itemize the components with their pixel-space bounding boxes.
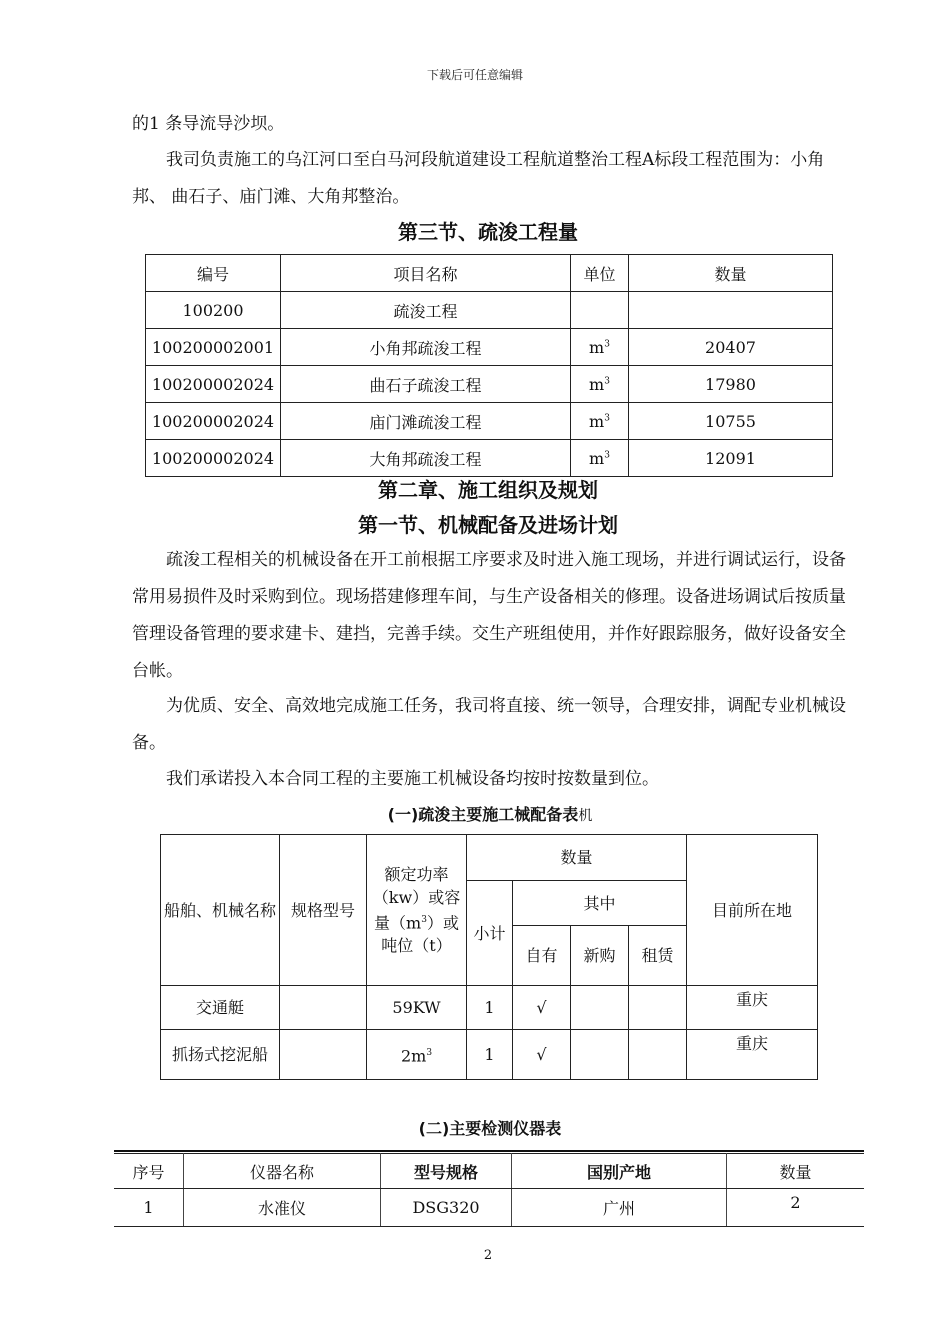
col-header-rent: 租赁	[629, 926, 687, 986]
section-3-title: 第三节、疏浚工程量	[398, 220, 578, 244]
cell-machine-name: 抓扬式挖泥船	[161, 1030, 280, 1080]
cell-count: 2	[727, 1189, 865, 1227]
col-header-quantity: 数量	[467, 835, 687, 881]
cell-power: $2m^3$	[367, 1030, 467, 1080]
chapter-2-title: 第二章、施工组织及规划	[378, 478, 598, 502]
col-header-own: 自有	[513, 926, 571, 986]
cell-power: 59KW	[367, 986, 467, 1030]
cell-code: 100200002001	[146, 329, 281, 366]
cell-unit: $m^3$	[571, 329, 629, 366]
col-header-spec: 规格型号	[280, 835, 367, 986]
paragraph-commitment: 为优质、安全、高效地完成施工任务，我司将直接、统一领导，合理安排，调配专业机械设备。	[132, 696, 846, 753]
col-header-origin: 国别产地	[512, 1154, 727, 1189]
cell-machine-name: 交通艇	[161, 986, 280, 1030]
cell-new	[571, 1030, 629, 1080]
col-header-new: 新购	[571, 926, 629, 986]
cell-code: 100200002024	[146, 440, 281, 477]
cell-origin: 广州	[512, 1189, 727, 1227]
cell-qty: 20407	[629, 329, 833, 366]
table-header-row	[146, 255, 833, 292]
table-3-title: (二)主要检测仪器表	[418, 1119, 562, 1138]
table-header-row	[114, 1154, 864, 1189]
cell-code: 100200002024	[146, 366, 281, 403]
cell-unit: $m^3$	[571, 440, 629, 477]
paragraph-promise: 我们承诺投入本合同工程的主要施工机械设备均按时按数量到位。	[166, 769, 659, 789]
cell-own: √	[513, 986, 571, 1030]
cell-name: 小角邦疏浚工程	[281, 329, 571, 366]
cell-own: √	[513, 1030, 571, 1080]
cell-model: DSG320	[381, 1189, 512, 1227]
cell-spec	[280, 1030, 367, 1080]
col-header-qty: 数量	[629, 255, 833, 292]
table-row	[146, 440, 833, 477]
col-header-power: 额定功率（kw）或容量$(m^3)$或吨位（t）	[367, 835, 467, 986]
cell-rent	[629, 1030, 687, 1080]
cell-rent	[629, 986, 687, 1030]
table-row	[161, 986, 818, 1030]
col-header-no: 序号	[114, 1154, 184, 1189]
col-header-location: 目前所在地	[687, 835, 818, 986]
paragraph-intro-end: 的1 条导流导沙坝。	[132, 114, 285, 134]
cell-name: 曲石子疏浚工程	[281, 366, 571, 403]
table-row	[146, 403, 833, 440]
col-header-machine-name: 船舶、机械名称	[161, 835, 280, 986]
cell-qty: 12091	[629, 440, 833, 477]
col-header-count: 数量	[727, 1154, 865, 1189]
paragraph-equipment: 疏浚工程相关的机械设备在开工前根据工序要求及时进入施工现场，并进行调试运行，设备常用易损件及时采购到位。现场搭建修理车间，与生产设备相关的修理。设备进场调试后按质量管理设备管理的要求建卡、建挡，完善手续。交生产班组使用，并作好跟踪服务，做好设备安全台帐。	[132, 550, 846, 681]
cell-qty: 17980	[629, 366, 833, 403]
cell-qty: 10755	[629, 403, 833, 440]
cell-new	[571, 986, 629, 1030]
table-top-rule	[114, 1150, 864, 1152]
table-row	[146, 292, 833, 329]
table-row	[146, 366, 833, 403]
table-row	[146, 329, 833, 366]
instrument-table	[114, 1153, 864, 1227]
cell-name: 庙门滩疏浚工程	[281, 403, 571, 440]
col-header-unit: 单位	[571, 255, 629, 292]
machinery-table	[160, 834, 818, 1080]
cell-subtotal: 1	[467, 986, 513, 1030]
paragraph-scope: 我司负责施工的乌江河口至白马河段航道建设工程航道整治工程A标段工程范围为：小角邦、 曲石子、庙门滩、大角邦整治。	[132, 150, 825, 207]
col-header-instrument: 仪器名称	[184, 1154, 381, 1189]
table-row	[114, 1189, 864, 1227]
col-header-subtotal: 小计	[467, 881, 513, 986]
cell-code: 100200	[146, 292, 281, 329]
header-note: 下载后可任意编辑	[426, 68, 523, 82]
page-number: 2	[483, 1248, 493, 1263]
cell-location: 重庆	[687, 986, 818, 1030]
col-header-model: 型号规格	[381, 1154, 512, 1189]
cell-code: 100200002024	[146, 403, 281, 440]
table-2-title: (一)疏浚主要施工械配备表机	[387, 805, 593, 824]
cell-subtotal: 1	[467, 1030, 513, 1080]
table-row	[161, 1030, 818, 1080]
col-header-name: 项目名称	[281, 255, 571, 292]
cell-spec	[280, 986, 367, 1030]
cell-name: 疏浚工程	[281, 292, 571, 329]
section-1-title: 第一节、机械配备及进场计划	[358, 513, 618, 537]
col-header-among: 其中	[513, 881, 687, 926]
dredging-quantity-table	[145, 254, 833, 477]
cell-unit: $m^3$	[571, 403, 629, 440]
cell-name: 大角邦疏浚工程	[281, 440, 571, 477]
cell-location: 重庆	[687, 1030, 818, 1080]
cell-qty	[629, 292, 833, 329]
cell-instrument: 水准仪	[184, 1189, 381, 1227]
cell-no: 1	[114, 1189, 184, 1227]
col-header-code: 编号	[146, 255, 281, 292]
cell-unit: $m^3$	[571, 366, 629, 403]
cell-unit	[571, 292, 629, 329]
